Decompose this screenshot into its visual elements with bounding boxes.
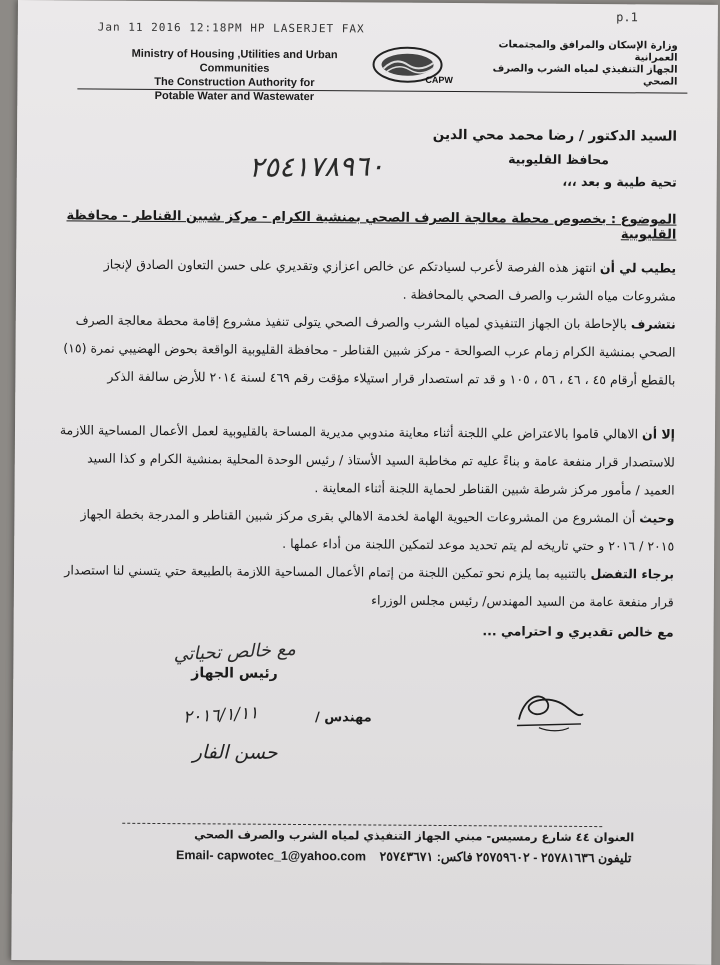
fax-header: Jan 11 2016 12:18PM HP LASERJET FAX [97, 20, 365, 36]
document-page [11, 0, 718, 965]
letterhead-english-line: Potable Water and Wastewater [154, 89, 315, 104]
letterhead-english-line: Ministry of Housing ,Utilities and Urban Communities [131, 47, 338, 75]
subject-line: الموضوع : بخصوص محطة معالجة الصرف الصحي بمنشية الكرام - مركز شبين القناطر - محافظة القليوبية [66, 208, 677, 243]
handwritten-name: حسن الفار [192, 741, 278, 764]
footer-contact [176, 847, 631, 865]
paragraph [54, 556, 674, 616]
footer-email: Email- capwotec_1@yahoo.com [175, 848, 367, 864]
letterhead-arabic-line: الجهاز التنفيذي لمياه الشرب والصرف الصحي [492, 63, 678, 88]
closing-line: مع خالص تقديري و احترامي ... [482, 623, 674, 640]
paragraph [56, 250, 676, 310]
engineer-label: مهندس / [314, 710, 372, 726]
paragraph [54, 500, 674, 560]
capw-logo [367, 42, 457, 87]
letterhead-english [109, 47, 359, 105]
page-number: p.1 [616, 10, 638, 25]
letterhead-english-line: The Construction Authority for [154, 75, 315, 90]
letterhead-arabic-line: وزارة الإسكان والمرافق والمجتمعات العمرانية [498, 39, 678, 64]
letterhead-arabic [457, 39, 677, 89]
paragraph-text: بالتنبيه بما يلزم نحو تمكين اللجنة من إتمام الأعمال المساحية اللازمة بالطبيعة حتي يتسني لنا استصدار قرار منفعة عامة من السيد المهندس/ رئيس مجلس الوزراء [64, 562, 674, 610]
paragraph-text: أن المشروع من المشروعات الحيوية الهامة لخدمة الاهالي بقرى مركز شبين القناطر و المدرجة بخطة الجهاز ٢٠١٥ / ٢٠١٦ و حتي تاريخه لم يتم تحديد موعد لتمكين اللجنة من أداء عملها . [80, 506, 675, 554]
footer-address: العنوان ٤٤ شارع رمسيس- مبني الجهاز التنفيذي لمياه الشرب والصرف الصحي [194, 827, 635, 845]
recipient-position: محافظ القليوبية [508, 151, 609, 168]
greeting: تحية طيبة و بعد ،،، [562, 173, 677, 190]
recipient-title: السيد الدكتور / رضا محمد محي الدين [432, 126, 678, 145]
handwritten-closing: مع خالص تحياتي [173, 638, 297, 666]
handwritten-date: ٢٠١٦/١/١١ [182, 703, 259, 728]
paragraph-lead: نتشرف [630, 316, 676, 332]
logo-text: CAPW [425, 74, 453, 86]
handwritten-reference-number: ٢٥٤١٧٨٩٦٠ [248, 149, 385, 184]
paragraph-text: انتهز هذه الفرصة لأعرب لسيادتكم عن خالص اعزازي وتقديري على حسن التعاون الصادق لإنجاز مشروعات مياه الشرب والصرف الصحي بالمحافظة . [103, 256, 677, 304]
footer-phones: تليفون ٢٥٧٨١٦٣٦ - ٢٥٧٥٩٦٠٢ فاكس: ٢٥٧٤٣٦٧١ [379, 849, 632, 866]
paragraph-text: بالإحاطة بان الجهاز التنفيذي لمياه الشرب والصرف الصحي يتولى تنفيذ مشروع إقامة محطة معالجة الصرف الصحي بمنشية الكرام زمام عرب الصوالحة - مركز شبين القناطر - محافظة القليوبية الواقعة بحوض الهضيبي نمرة (١٥) بالقطع أرقام ٤٥ ، ٤٦ ، ٥٦ ، ١٠٥ و قد تم استصدار قرار استيلاء مؤقت رقم ٤٦٩ لسنة ٢٠١٤ للأرض سالفة الذكر [63, 312, 676, 388]
paragraph-lead: وحيث [639, 510, 675, 526]
paragraph [55, 416, 676, 504]
director-title: رئيس الجهاز [191, 665, 278, 682]
paragraph [55, 306, 676, 394]
paragraph-lead: إلا أن [642, 426, 676, 442]
paragraph-text: الاهالي قاموا بالاعتراض علي اللجنة أثناء معاينة مندوبي مديرية المساحة بالقليوبية لعمل الأعمال المساحية اللازمة للاستصدار قرار منفعة عامة و بناءً عليه تم مخاطبة السيد الأستاذ / رئيس الوحدة المحلية بمنشية الكرام و كذا السيد العميد / مأمور مركز شرطة شبين القناطر لحماية اللجنة أثناء المعاينة . [59, 422, 675, 498]
signature [509, 679, 589, 736]
paragraph-lead: برجاء التفضل [590, 566, 675, 582]
paragraph-lead: يطيب لي أن [599, 260, 677, 276]
